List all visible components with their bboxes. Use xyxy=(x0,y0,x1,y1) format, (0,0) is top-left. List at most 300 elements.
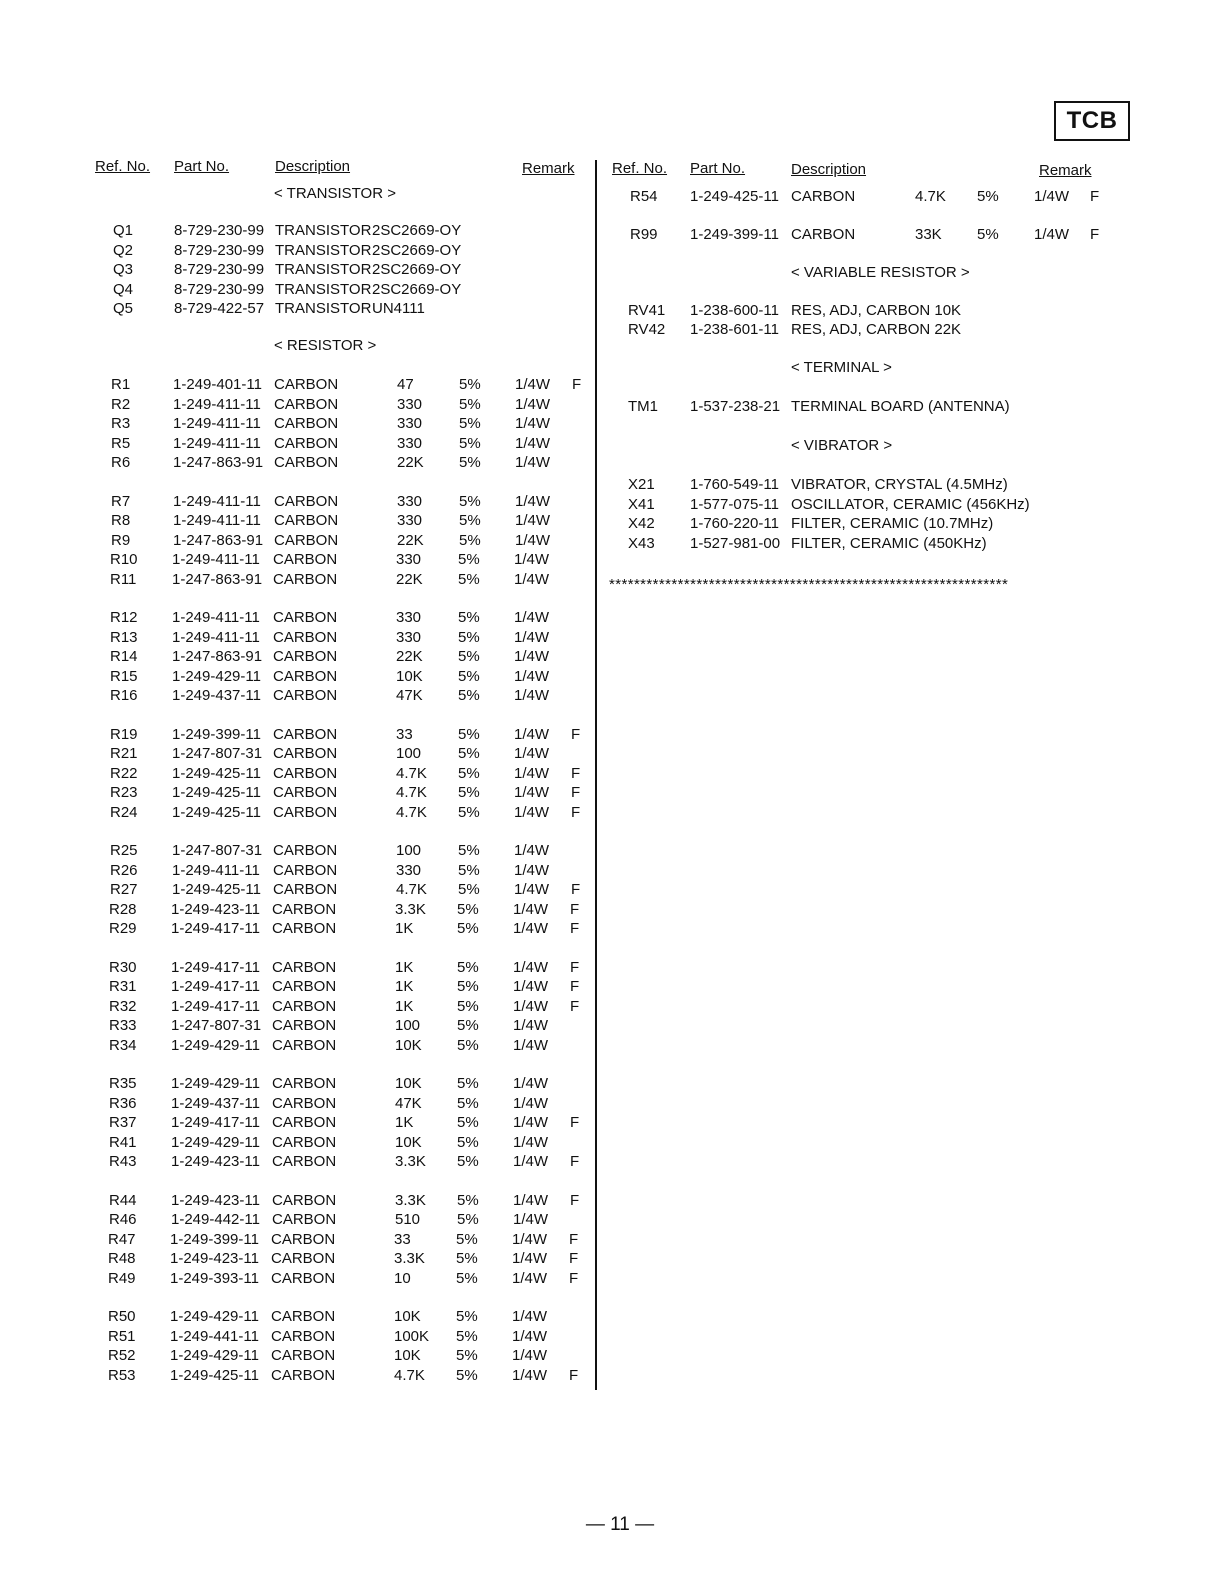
tolerance: 5% xyxy=(458,667,480,685)
ref-no: R41 xyxy=(109,1133,137,1151)
description: FILTER, CERAMIC (450KHz) xyxy=(791,534,987,552)
ref-no: Q2 xyxy=(113,241,134,259)
part-no: 1-760-220-11 xyxy=(690,515,779,532)
page-number: — 11 — xyxy=(585,1514,655,1535)
wattage: 1/4W xyxy=(515,434,551,452)
ref-no: R35 xyxy=(109,1075,137,1092)
value: 1K xyxy=(395,958,414,976)
ref-no: R54 xyxy=(630,188,658,205)
value: 3.3K xyxy=(394,1250,425,1267)
tolerance: 5% xyxy=(458,881,480,898)
value: 3.3K xyxy=(395,1191,426,1209)
part-no: 1-249-437-11 xyxy=(171,1094,260,1112)
tolerance: 5% xyxy=(456,1269,478,1287)
part-no: 1-249-437-11 xyxy=(172,687,261,704)
value: 4.7K xyxy=(915,188,946,205)
wattage: 1/4W xyxy=(512,1308,548,1325)
tolerance: 5% xyxy=(457,920,479,937)
ref-no: R9 xyxy=(111,531,131,549)
ref-no: R2 xyxy=(111,395,131,413)
wattage: 1/4W xyxy=(515,492,551,510)
value: 1K xyxy=(395,978,414,995)
part-no: 1-247-863-91 xyxy=(172,570,263,588)
tolerance: 5% xyxy=(459,376,481,393)
value: 1K xyxy=(395,997,414,1015)
part-no: 1-249-417-11 xyxy=(171,920,260,937)
value: 4.7K xyxy=(396,803,427,821)
wattage: 1/4W xyxy=(515,531,551,549)
header-ref-right: Ref. No. xyxy=(612,160,668,177)
description: VIBRATOR, CRYSTAL (4.5MHz) xyxy=(791,476,1008,493)
description: RES, ADJ, CARBON 22K xyxy=(791,321,962,338)
ref-no: R43 xyxy=(109,1153,137,1170)
part-no: 1-247-863-91 xyxy=(173,454,264,471)
section-transistor: < TRANSISTOR > xyxy=(274,185,396,202)
part-no: 1-577-075-11 xyxy=(690,495,779,513)
wattage: 1/4W xyxy=(513,958,549,976)
part-no: 1-249-423-11 xyxy=(171,900,260,918)
value: 4.7K xyxy=(396,764,427,782)
value: 10K xyxy=(395,1036,422,1054)
remark-flag: F xyxy=(571,881,581,898)
tolerance: 5% xyxy=(457,1075,479,1092)
tolerance: 5% xyxy=(459,512,481,529)
ref-no: Q5 xyxy=(113,300,134,317)
ref-no: TM1 xyxy=(628,398,658,415)
part-no: 1-249-411-11 xyxy=(173,492,261,510)
value: 22K xyxy=(397,531,424,549)
ref-no: R32 xyxy=(109,997,137,1015)
tolerance: 5% xyxy=(456,1230,478,1248)
value: 10K xyxy=(394,1308,421,1325)
tolerance: 5% xyxy=(459,531,481,549)
wattage: 1/4W xyxy=(514,570,550,588)
header-remark-right: Remark xyxy=(1039,162,1092,179)
value: 4.7K xyxy=(396,784,427,801)
wattage: 1/4W xyxy=(512,1230,548,1248)
value: 47 xyxy=(397,376,414,393)
description: CARBON xyxy=(791,226,856,243)
value: 330 xyxy=(396,551,422,568)
wattage: 1/4W xyxy=(514,881,550,898)
wattage: 1/4W xyxy=(515,415,551,432)
ref-no: Q3 xyxy=(113,261,134,278)
value: 22K xyxy=(397,454,424,471)
ref-no: RV42 xyxy=(628,321,666,338)
wattage: 1/4W xyxy=(512,1250,548,1267)
part-type: 2SC2669-OY xyxy=(372,261,462,278)
ref-no: R28 xyxy=(109,900,137,918)
part-no: 1-249-411-11 xyxy=(173,434,261,452)
wattage: 1/4W xyxy=(514,842,550,859)
remark-flag: F xyxy=(570,900,580,918)
wattage: 1/4W xyxy=(513,900,549,918)
tolerance: 5% xyxy=(458,764,480,782)
ref-no: X21 xyxy=(628,476,655,493)
part-no: 1-249-393-11 xyxy=(170,1269,259,1287)
value: 3.3K xyxy=(395,1153,426,1170)
part-no: 1-249-423-11 xyxy=(171,1191,260,1209)
part-no: 1-249-411-11 xyxy=(172,609,260,626)
tolerance: 5% xyxy=(458,648,480,665)
wattage: 1/4W xyxy=(514,687,550,704)
part-no: 1-249-411-11 xyxy=(173,415,261,432)
ref-no: R25 xyxy=(110,842,138,859)
wattage: 1/4W xyxy=(514,861,550,879)
tolerance: 5% xyxy=(457,1133,479,1151)
value: 330 xyxy=(396,609,422,626)
remark-flag: F xyxy=(570,1153,580,1170)
description: CARBON xyxy=(273,551,338,568)
ref-no: R12 xyxy=(110,609,138,626)
description: OSCILLATOR, CERAMIC (456KHz) xyxy=(791,495,1030,513)
ref-no: R51 xyxy=(108,1327,136,1345)
value: 330 xyxy=(397,512,423,529)
tolerance: 5% xyxy=(457,900,479,918)
remark-flag: F xyxy=(571,764,581,782)
description: CARBON xyxy=(271,1250,336,1267)
ref-no: R13 xyxy=(110,628,138,646)
tolerance: 5% xyxy=(458,842,480,859)
value: 100 xyxy=(396,842,422,859)
ref-no: RV41 xyxy=(628,302,666,319)
wattage: 1/4W xyxy=(513,1036,549,1054)
value: 100 xyxy=(395,1017,421,1034)
description: CARBON xyxy=(272,1211,337,1228)
header-desc-left: Description xyxy=(275,158,351,175)
ref-no: R52 xyxy=(108,1347,136,1364)
remark-flag: F xyxy=(570,958,580,976)
part-no: 1-249-425-11 xyxy=(172,764,261,782)
ref-no: R24 xyxy=(110,803,138,821)
tolerance: 5% xyxy=(458,628,480,646)
part-no: 1-249-429-11 xyxy=(170,1347,259,1364)
description: TRANSISTOR xyxy=(275,300,372,317)
wattage: 1/4W xyxy=(1034,226,1070,243)
value: 10K xyxy=(395,1075,422,1092)
end-of-list-stars: **************************************************************** xyxy=(609,576,1009,593)
part-no: 1-249-423-11 xyxy=(170,1250,259,1267)
value: 10 xyxy=(394,1269,411,1287)
part-no: 1-249-399-11 xyxy=(690,226,779,243)
remark-flag: F xyxy=(571,803,581,821)
remark-flag: F xyxy=(571,725,581,743)
tolerance: 5% xyxy=(457,978,479,995)
value: 4.7K xyxy=(394,1366,425,1384)
tolerance: 5% xyxy=(459,454,481,471)
part-no: 1-249-417-11 xyxy=(171,997,260,1015)
tolerance: 5% xyxy=(456,1250,478,1267)
value: 33 xyxy=(396,725,413,743)
ref-no: R53 xyxy=(108,1366,136,1384)
tolerance: 5% xyxy=(457,1017,479,1034)
tolerance: 5% xyxy=(977,188,999,205)
tolerance: 5% xyxy=(457,1211,479,1228)
part-no: 1-249-429-11 xyxy=(171,1036,260,1054)
ref-no: R19 xyxy=(110,725,138,743)
value: 47K xyxy=(395,1094,422,1112)
description: TRANSISTOR xyxy=(275,280,372,298)
description: CARBON xyxy=(274,492,339,510)
wattage: 1/4W xyxy=(513,1114,549,1131)
description: CARBON xyxy=(271,1327,336,1345)
wattage: 1/4W xyxy=(512,1366,548,1384)
tolerance: 5% xyxy=(458,725,480,743)
part-no: 1-249-411-11 xyxy=(172,551,260,568)
wattage: 1/4W xyxy=(513,1075,549,1092)
value: 1K xyxy=(395,1114,414,1131)
description: CARBON xyxy=(273,648,338,665)
part-no: 1-249-417-11 xyxy=(171,958,260,976)
wattage: 1/4W xyxy=(513,1191,549,1209)
ref-no: R50 xyxy=(108,1308,136,1325)
part-no: 1-249-399-11 xyxy=(170,1230,259,1248)
ref-no: R8 xyxy=(111,512,131,529)
value: 33K xyxy=(915,226,942,243)
value: 22K xyxy=(396,570,423,588)
part-no: 1-249-429-11 xyxy=(172,667,261,685)
description: CARBON xyxy=(271,1366,336,1384)
tolerance: 5% xyxy=(456,1366,478,1384)
tolerance: 5% xyxy=(458,570,480,588)
section-resistor: < RESISTOR > xyxy=(274,337,377,354)
part-no: 8-729-422-57 xyxy=(174,300,265,317)
part-no: 1-760-549-11 xyxy=(690,476,779,493)
wattage: 1/4W xyxy=(513,978,549,995)
value: 47K xyxy=(396,687,423,704)
remark-flag: F xyxy=(570,997,580,1015)
wattage: 1/4W xyxy=(514,764,550,782)
wattage: 1/4W xyxy=(515,395,551,413)
section-vibrator: < VIBRATOR > xyxy=(791,437,893,454)
description: CARBON xyxy=(273,725,338,743)
description: CARBON xyxy=(272,978,337,995)
value: 33 xyxy=(394,1230,411,1248)
ref-no: R47 xyxy=(108,1230,136,1248)
part-no: 1-249-429-11 xyxy=(171,1075,260,1092)
description: CARBON xyxy=(272,1075,337,1092)
part-no: 1-249-417-11 xyxy=(171,1114,260,1131)
description: CARBON xyxy=(791,188,856,205)
description: CARBON xyxy=(273,570,338,588)
description: TRANSISTOR xyxy=(275,241,372,259)
header-desc-right: Description xyxy=(791,161,867,178)
part-no: 1-249-399-11 xyxy=(172,725,261,743)
value: 330 xyxy=(397,492,423,510)
ref-no: R49 xyxy=(108,1269,136,1287)
remark-flag: F xyxy=(569,1250,579,1267)
remark-flag: F xyxy=(569,1269,579,1287)
ref-no: R7 xyxy=(111,492,131,510)
remark-flag: F xyxy=(571,784,581,801)
description: CARBON xyxy=(273,861,338,879)
ref-no: X41 xyxy=(628,495,655,513)
remark-flag: F xyxy=(570,920,580,937)
wattage: 1/4W xyxy=(512,1347,548,1364)
remark-flag: F xyxy=(572,376,582,393)
wattage: 1/4W xyxy=(513,1094,549,1112)
remark-flag: F xyxy=(570,1114,580,1131)
remark-flag: F xyxy=(1090,188,1100,205)
value: 510 xyxy=(395,1211,421,1228)
value: 1K xyxy=(395,920,414,937)
part-no: 1-247-863-91 xyxy=(173,531,264,549)
description: CARBON xyxy=(272,1153,337,1170)
part-no: 1-249-401-11 xyxy=(173,376,262,393)
value: 330 xyxy=(396,861,422,879)
wattage: 1/4W xyxy=(514,667,550,685)
tolerance: 5% xyxy=(457,1094,479,1112)
part-no: 8-729-230-99 xyxy=(174,222,265,239)
tolerance: 5% xyxy=(459,492,481,510)
value: 3.3K xyxy=(395,900,426,918)
tolerance: 5% xyxy=(457,1191,479,1209)
part-no: 8-729-230-99 xyxy=(174,241,265,259)
wattage: 1/4W xyxy=(514,609,550,626)
tolerance: 5% xyxy=(457,1153,479,1170)
part-no: 1-238-601-11 xyxy=(690,321,779,338)
description: CARBON xyxy=(273,881,338,898)
header-part-left: Part No. xyxy=(174,158,230,175)
part-no: 1-249-425-11 xyxy=(172,881,261,898)
part-no: 1-249-425-11 xyxy=(172,784,261,801)
part-type: 2SC2669-OY xyxy=(372,280,462,298)
value: 330 xyxy=(397,415,423,432)
ref-no: R10 xyxy=(110,551,138,568)
value: 10K xyxy=(394,1347,421,1364)
ref-no: R11 xyxy=(110,570,137,588)
value: 100K xyxy=(394,1327,430,1345)
description: CARBON xyxy=(274,531,339,549)
description: CARBON xyxy=(274,415,339,432)
ref-no: Q1 xyxy=(113,222,134,239)
section-badge: TCB xyxy=(1054,101,1130,141)
description: CARBON xyxy=(274,395,339,413)
ref-no: R31 xyxy=(109,978,137,995)
wattage: 1/4W xyxy=(513,1017,549,1034)
ref-no: X43 xyxy=(628,534,655,552)
tolerance: 5% xyxy=(977,226,999,243)
section-variable-resistor: < VARIABLE RESISTOR > xyxy=(791,264,970,281)
tolerance: 5% xyxy=(457,997,479,1015)
ref-no: R16 xyxy=(110,687,138,704)
description: FILTER, CERAMIC (10.7MHz) xyxy=(791,515,994,532)
description: TRANSISTOR xyxy=(275,222,372,239)
tolerance: 5% xyxy=(456,1308,478,1325)
remark-flag: F xyxy=(569,1366,579,1384)
ref-no: R33 xyxy=(109,1017,137,1034)
value: 330 xyxy=(397,395,423,413)
wattage: 1/4W xyxy=(513,1211,549,1228)
ref-no: R30 xyxy=(109,958,137,976)
wattage: 1/4W xyxy=(514,745,550,762)
description: CARBON xyxy=(274,376,339,393)
wattage: 1/4W xyxy=(514,551,550,568)
description: CARBON xyxy=(273,687,338,704)
wattage: 1/4W xyxy=(515,376,551,393)
description: CARBON xyxy=(273,764,338,782)
value: 100 xyxy=(396,745,422,762)
part-no: 1-249-411-11 xyxy=(172,861,260,879)
part-no: 8-729-230-99 xyxy=(174,280,265,298)
remark-flag: F xyxy=(570,978,580,995)
ref-no: X42 xyxy=(628,515,655,532)
part-no: 1-249-441-11 xyxy=(170,1327,259,1345)
wattage: 1/4W xyxy=(1034,188,1070,205)
header-ref-left: Ref. No. xyxy=(95,158,151,175)
tolerance: 5% xyxy=(458,609,480,626)
ref-no: R14 xyxy=(110,648,138,665)
part-no: 1-247-807-31 xyxy=(172,842,263,859)
remark-flag: F xyxy=(569,1230,579,1248)
part-no: 1-537-238-21 xyxy=(690,398,781,415)
tolerance: 5% xyxy=(456,1327,478,1345)
part-no: 1-249-425-11 xyxy=(172,803,261,821)
tolerance: 5% xyxy=(458,861,480,879)
description: CARBON xyxy=(271,1269,336,1287)
value: 330 xyxy=(396,628,422,646)
wattage: 1/4W xyxy=(514,725,550,743)
ref-no: R34 xyxy=(109,1036,137,1054)
part-no: 1-249-417-11 xyxy=(171,978,260,995)
description: CARBON xyxy=(272,1133,337,1151)
part-no: 1-249-429-11 xyxy=(170,1308,259,1325)
tolerance: 5% xyxy=(458,551,480,568)
header-part-right: Part No. xyxy=(690,160,746,177)
value: 10K xyxy=(395,1133,422,1151)
value: 330 xyxy=(397,434,423,452)
wattage: 1/4W xyxy=(513,920,549,937)
part-no: 1-249-411-11 xyxy=(173,395,261,413)
wattage: 1/4W xyxy=(513,1153,549,1170)
part-no: 1-249-442-11 xyxy=(171,1211,260,1228)
ref-no: R22 xyxy=(110,764,138,782)
ref-no: R48 xyxy=(108,1250,136,1267)
ref-no: R21 xyxy=(110,745,138,762)
ref-no: R36 xyxy=(109,1094,137,1112)
ref-no: R44 xyxy=(109,1191,137,1209)
wattage: 1/4W xyxy=(514,648,550,665)
description: CARBON xyxy=(271,1347,336,1364)
description: CARBON xyxy=(272,900,337,918)
part-type: UN4111 xyxy=(372,300,425,317)
wattage: 1/4W xyxy=(514,784,550,801)
description: TRANSISTOR xyxy=(275,261,372,278)
description: CARBON xyxy=(272,1114,337,1131)
tolerance: 5% xyxy=(457,1036,479,1054)
ref-no: R6 xyxy=(111,454,131,471)
description: CARBON xyxy=(272,1191,337,1209)
description: CARBON xyxy=(272,958,337,976)
wattage: 1/4W xyxy=(515,454,551,471)
part-no: 1-238-600-11 xyxy=(690,302,779,319)
tolerance: 5% xyxy=(458,784,480,801)
tolerance: 5% xyxy=(459,434,481,452)
description: CARBON xyxy=(273,609,338,626)
description: TERMINAL BOARD (ANTENNA) xyxy=(791,398,1010,415)
description: CARBON xyxy=(272,920,337,937)
part-no: 1-247-807-31 xyxy=(172,745,263,762)
column-divider xyxy=(595,160,597,1390)
tolerance: 5% xyxy=(459,415,481,432)
ref-no: R5 xyxy=(111,434,131,452)
part-no: 1-249-411-11 xyxy=(172,628,260,646)
section-terminal: < TERMINAL > xyxy=(791,359,892,376)
description: CARBON xyxy=(274,454,339,471)
description: CARBON xyxy=(271,1308,336,1325)
ref-no: R23 xyxy=(110,784,138,801)
part-no: 1-249-429-11 xyxy=(171,1133,260,1151)
